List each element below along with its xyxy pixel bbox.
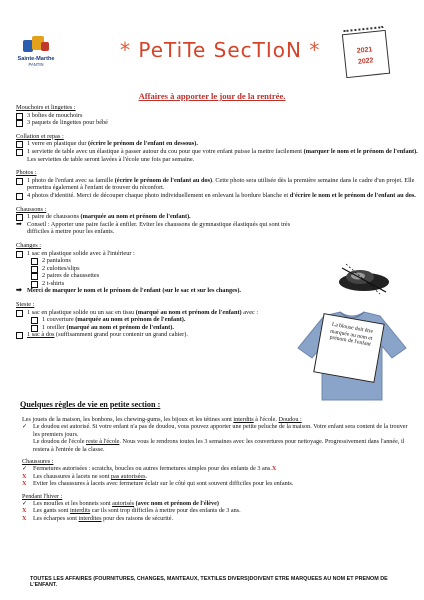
- list-item: 3 paquets de lingettes pour bébé: [16, 119, 292, 127]
- rules-subtitle: Pendant l'hiver :: [22, 492, 63, 500]
- check-icon: ✓: [22, 465, 28, 473]
- arrow-right-icon: ➡: [16, 219, 22, 228]
- calendar-icon: [342, 30, 390, 78]
- logo-city: PANTIN: [28, 62, 44, 67]
- rule-line: Le doudou de l'école reste à l'école. Nous vous le rendrons toutes les 3 semaines avec les couvertures pour nettoyage. Progressivement dans l'année, il restera à l'entrée de la classe.: [33, 438, 405, 453]
- title-text: PeTiTe SecTIoN: [138, 38, 302, 62]
- checkbox-icon: [16, 193, 23, 200]
- sub-list-item: 2 culottes/slips: [16, 265, 292, 273]
- logo-name: Sainte-Marthe: [17, 56, 55, 62]
- cross-icon: X: [22, 514, 27, 522]
- footer-note: TOUTES LES AFFAIRES (FOURNITURES, CHANGES, MANTEAUX, TEXTILES DIVERS)DOIVENT ETRE MARQUEES AU NOM ET PRENOM DE L'ENFANT.: [30, 576, 388, 589]
- section-collation: [16, 132, 418, 163]
- list-item: ➡ Conseil : Apporter une paire facile à enfiler. Eviter les chaussons de gymnastique élastiqués qui sont très difficiles à mettre pour les enfants.: [16, 219, 291, 236]
- rule-line: ✓ Le doudou est autorisé. Si votre enfant n'a pas de doudou, vous pouvez apporter une petite peluche de la maison. Votre enfant sera content de la trouver les premiers jours.: [22, 423, 408, 438]
- section-title: Photos :: [16, 169, 37, 177]
- sub-list-item: 2 t-shirts: [16, 280, 292, 288]
- rule-line: X Eviter les chaussures à lacets avec fermeture éclair sur le côté qui sont souvent difficiles pour les enfants.: [22, 480, 294, 488]
- list-item: 1 sac à dos (suffisamment grand pour contenir un grand cahier).: [16, 331, 292, 339]
- cross-icon: X: [22, 472, 27, 480]
- section-chaussons: [16, 206, 292, 236]
- sub-list-item: 2 pantalons: [16, 257, 292, 265]
- checkbox-icon: [16, 120, 23, 127]
- list-item: 1 serviette de table avec un élastique à passer autour du cou pour que votre enfant puisse la mettre facilement (marquer le nom et le prénom de l'enfant). Les serviettes de table seront lavées à l'école une fois par semaine.: [16, 148, 424, 163]
- rules-paragraph: Les jouets de la maison, les bonbons, les chewing-gums, les bijoux et les tétines sont interdits à l'école. Doudou : ✓ Le doudou est autorisé. Si votre enfant n'a pas de doudou, vous pouvez apporter une petite peluche de la maison. Votre enfant sera content de la trouver les premiers jours. Le doudou de l'école reste à l'école. Nous vous le rendrons toutes les 3 semaines avec les couvertures pour nettoyage. Progressivement dans l'année, il restera à l'entrée de la classe.: [22, 416, 408, 453]
- list-item: 1 photo de l'enfant avec sa famille (écrire le prénom de l'enfant au dos). Cette photo sera utilisée dès la première semaine dans le cadre d'un projet. Elle permettra également à l'enfant de trouver du réconfort.: [16, 177, 424, 192]
- cross-icon: X: [22, 480, 27, 488]
- section-sieste: [16, 301, 292, 339]
- checkbox-icon: [16, 149, 23, 156]
- arrow-right-icon: ➡: [16, 286, 22, 295]
- rule-line: X Les écharpes sont interdites pour des raisons de sécurité.: [22, 514, 174, 522]
- list-item: 4 photos d'identité. Merci de découper chaque photo individuellement en enlevant la bordure blanche et d'écrire le nom et le prénom de l'enfant au dos.: [16, 192, 424, 200]
- slipper-illustration: [336, 260, 392, 296]
- cross-icon: X: [271, 465, 277, 473]
- rules-winter: [22, 493, 408, 523]
- cross-icon: X: [22, 507, 27, 515]
- blouse-note: La blouse doit être marquée au nom et prénom de l'enfant: [313, 313, 384, 383]
- check-icon: ✓: [22, 500, 28, 508]
- calendar-year-end: 2022: [357, 57, 374, 66]
- calendar-year-start: 2021: [356, 46, 373, 55]
- list-item: 1 verre en plastique dur (écrire le prénom de l'enfant en dessous).: [16, 140, 292, 148]
- section-title: Mouchoirs et lingettes :: [16, 104, 76, 111]
- section-changes: [16, 242, 292, 295]
- sub-list-item: 1 oreiller (marqué au nom et prénom de l'enfant).: [16, 324, 292, 332]
- section-title: Sieste :: [16, 301, 35, 309]
- rule-line: ✓ Les moufles et les bonnets sont autorisés (avec nom et prénom de l'élève): [22, 500, 219, 508]
- list-item: 3 boîtes de mouchoirs: [16, 112, 292, 120]
- list-item: 1 paire de chaussons (marquée au nom et prénom de l'enfant).: [16, 213, 292, 221]
- title-star-right: *: [309, 38, 321, 62]
- check-icon: ✓: [22, 423, 28, 431]
- rule-line: ✓ Fermetures autorisées : scratchs, boucles ou autres fermetures simples pour des enfants de 3 ans.X: [22, 465, 277, 473]
- section-title: Chaussons :: [16, 205, 47, 213]
- rule-line: X Les gants sont interdits car ils sont trop difficiles à mettre pour des enfants de 3 ans.: [22, 507, 241, 515]
- section-title: Changes :: [16, 241, 42, 249]
- sub-list-item: 2 paires de chaussettes: [16, 272, 292, 280]
- rules-subtitle: Chaussures :: [22, 458, 54, 466]
- section-title: Collation et repas :: [16, 132, 64, 140]
- list-item: ➡ Merci de marquer le nom et le prénom de l'enfant (sur le sac et sur les changes).: [16, 286, 242, 295]
- checkbox-icon: [16, 178, 23, 185]
- title-star-left: *: [120, 38, 131, 62]
- rules-title: Quelques règles de vie en petite section :: [20, 400, 161, 409]
- school-logo: [14, 34, 58, 67]
- list-item: 1 sac en plastique solide avec à l'intérieur :: [16, 250, 292, 258]
- rules-section: [22, 416, 408, 527]
- sub-list-item: 1 couverture (marquée au nom et prénom de l'enfant).: [16, 316, 292, 324]
- checkbox-icon: [16, 332, 23, 339]
- list-item: 1 sac en plastique solide ou un sac en tissu (marqué au nom et prénom de l'enfant) avec :: [16, 309, 292, 317]
- rule-line: X Les chaussures à lacets ne sont pas autorisées.: [22, 472, 148, 480]
- logo-mark-icon: [19, 34, 53, 54]
- rules-shoes: [22, 458, 408, 488]
- section-photos: [16, 169, 416, 199]
- page-title: [120, 38, 320, 62]
- section-mouchoirs: [16, 104, 292, 127]
- main-title: Affaires à apporter le jour de la rentrée.: [138, 91, 286, 101]
